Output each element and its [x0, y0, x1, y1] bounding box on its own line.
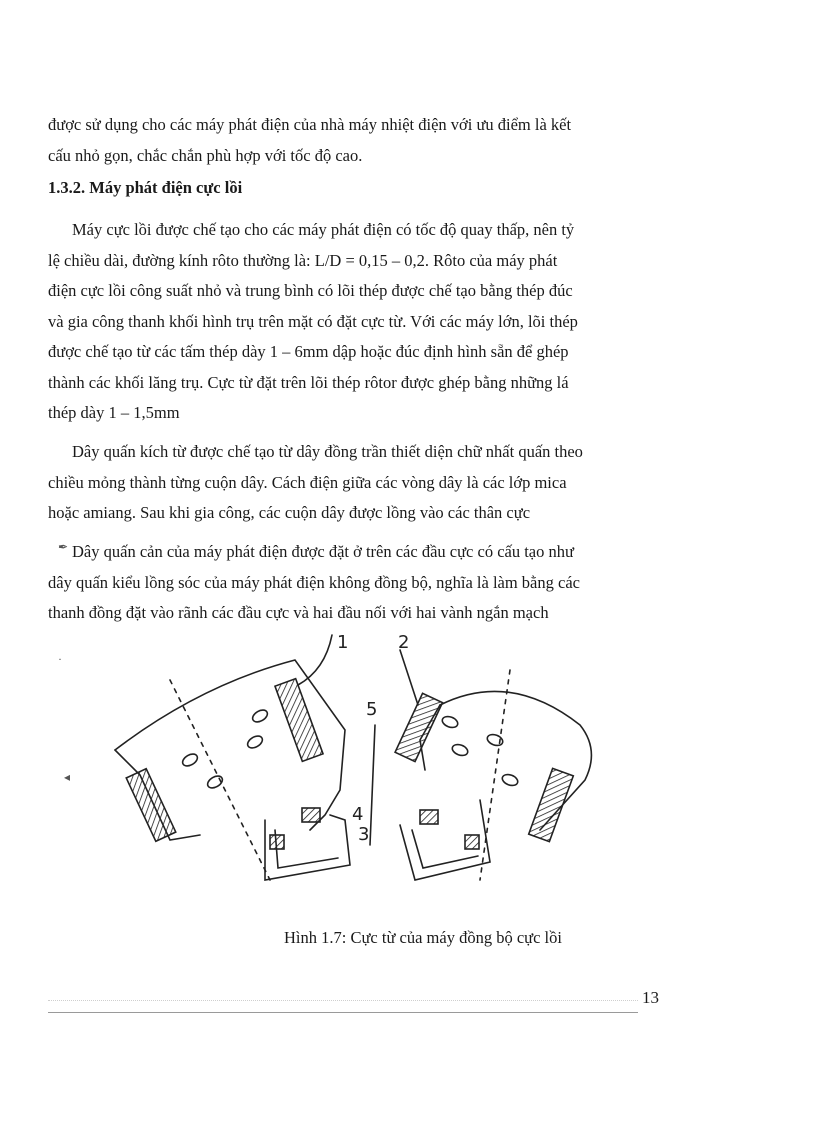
text-line: Máy cực lồi được chế tạo cho các máy phát điện có tốc độ quay thấp, nên tỷ [72, 220, 575, 239]
leader-line-2 [400, 650, 418, 705]
text-line: chiều mỏng thành từng cuộn dây. Cách điện giữa các vòng dây là các lớp mica [48, 472, 567, 492]
leader-line-1 [298, 635, 332, 685]
right-damper-bar [529, 768, 574, 841]
left-coil-bar [302, 808, 320, 822]
right-coil-bar [420, 810, 438, 824]
figure-label: 3 [358, 824, 370, 845]
scan-mark: ✒ [58, 540, 69, 554]
figure-label: 5 [366, 699, 378, 720]
right-coil-bar [465, 835, 479, 849]
text-line: và gia công thanh khối hình trụ trên mặt có đặt cực từ. Với các máy lớn, lõi thép [48, 311, 578, 331]
text-line: được chế tạo từ các tấm thép dày 1 – 6mm dập hoặc đúc định hình sẵn để ghép [48, 342, 569, 361]
rivet-hole [181, 752, 200, 769]
text-line: thanh đồng đặt vào rãnh các đầu cực và hai đầu nối với hai vành ngắn mạch [48, 603, 549, 622]
footer-divider [48, 1012, 638, 1013]
rivet-hole [486, 733, 504, 748]
intro-paragraph [48, 110, 668, 171]
paragraph-field-winding [48, 437, 668, 529]
axis-dashed [170, 680, 270, 880]
text-line: cấu nhỏ gọn, chắc chắn phù hợp với tốc độ cao. [48, 145, 363, 165]
salient-pole-sketch [40, 630, 660, 900]
paragraph-salient-pole-intro [48, 215, 668, 429]
left-damper-bar [126, 769, 176, 842]
text-line: điện cực lồi công suất nhỏ và trung bình có lõi thép được chế tạo bằng thép đúc [48, 281, 573, 300]
paragraph-damper-winding [48, 537, 668, 629]
left-damper-bar [275, 679, 323, 762]
figure-label: 4 [352, 804, 364, 825]
figure-label: 1 [337, 632, 349, 653]
left-coil-bar [270, 835, 284, 849]
text-line: dây quấn kiểu lồng sóc của máy phát điện không đồng bộ, nghĩa là làm bằng các [48, 572, 580, 592]
text-line: thép dày 1 – 1,5mm [48, 403, 180, 422]
text-line: hoặc amiang. Sau khi gia công, các cuộn dây được lồng vào các thân cực [48, 503, 531, 522]
rivet-hole [501, 773, 519, 788]
right-damper-bar [395, 693, 442, 761]
scan-speck: · [58, 652, 62, 666]
rivet-hole [441, 715, 459, 730]
center-line-5 [370, 725, 375, 845]
figure-caption: Hình 1.7: Cực từ của máy đồng bộ cực lồi [284, 928, 562, 947]
rivet-hole [251, 708, 270, 725]
text-line: thành các khối lăng trụ. Cực từ đặt trên lõi thép rôtor được ghép bằng những lá [48, 372, 569, 392]
rivet-hole [451, 743, 469, 758]
text-line: được sử dụng cho các máy phát điện của nhà máy nhiệt điện với ưu điểm là kết [48, 115, 572, 134]
footer-divider [48, 1000, 638, 1001]
rivet-hole [246, 734, 265, 751]
text-line: Dây quấn cản của máy phát điện được đặt ở trên các đầu cực có cấu tạo như [72, 542, 574, 561]
scan-speck: ◂ [64, 770, 71, 784]
page-number: 13 [642, 988, 659, 1007]
text-line: Dây quấn kích từ được chế tạo từ dây đồng trần thiết diện chữ nhất quấn theo [72, 442, 583, 461]
text-line: lệ chiều dài, đường kính rôto thường là: L/D = 0,15 – 0,2. Rôto của máy phát [48, 250, 558, 270]
figure-label: 2 [398, 632, 410, 653]
right-pole-shoe-outline [440, 691, 591, 830]
section-heading: 1.3.2. Máy phát điện cực lồi [48, 178, 243, 197]
